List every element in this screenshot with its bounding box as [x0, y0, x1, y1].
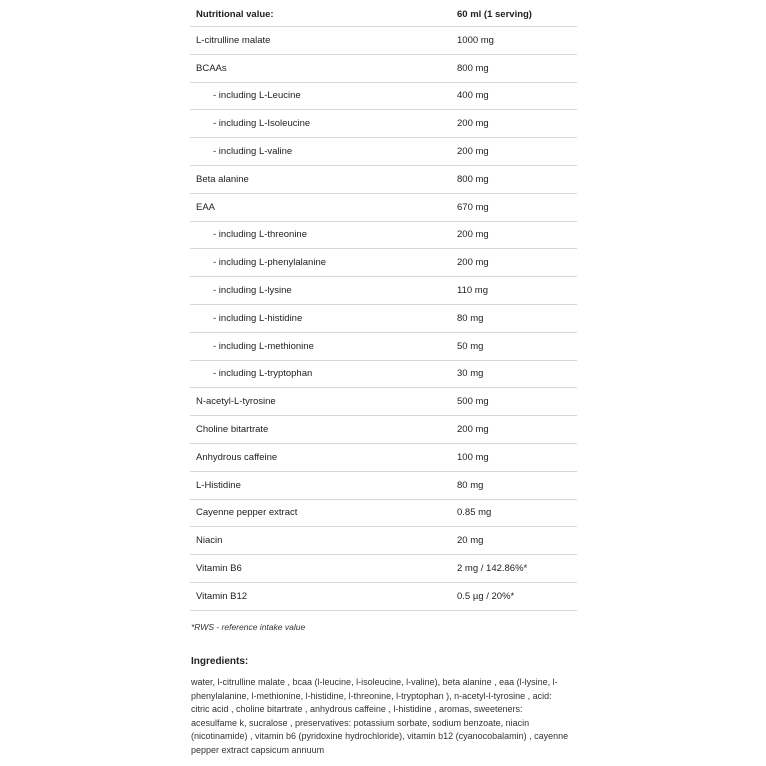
nutrient-name: - including L-tryptophan: [190, 360, 451, 388]
nutrient-name: - including L-phenylalanine: [190, 249, 451, 277]
nutrient-name: EAA: [190, 193, 451, 221]
nutrient-amount: 400 mg: [451, 82, 577, 110]
nutrient-amount: 200 mg: [451, 138, 577, 166]
nutrient-name: - including L-Leucine: [190, 82, 451, 110]
table-row: [190, 54, 577, 82]
table-row: [190, 471, 577, 499]
table-row: [190, 249, 577, 277]
table-row: [190, 555, 577, 583]
table-body: [190, 27, 577, 611]
table-row: [190, 499, 577, 527]
nutrient-amount: 1000 mg: [451, 27, 577, 55]
nutrient-name: - including L-Isoleucine: [190, 110, 451, 138]
table-row: [190, 193, 577, 221]
table-row: [190, 416, 577, 444]
nutrient-name: Vitamin B12: [190, 582, 451, 610]
table-row: [190, 27, 577, 55]
nutrient-amount: 200 mg: [451, 416, 577, 444]
nutrient-amount: 0.85 mg: [451, 499, 577, 527]
table-row: [190, 527, 577, 555]
nutrient-amount: 2 mg / 142.86%*: [451, 555, 577, 583]
nutrient-name: Cayenne pepper extract: [190, 499, 451, 527]
table-row: [190, 165, 577, 193]
nutrient-amount: 80 mg: [451, 471, 577, 499]
nutrient-name: - including L-histidine: [190, 304, 451, 332]
table-row: [190, 304, 577, 332]
table-row: [190, 82, 577, 110]
nutrient-amount: 100 mg: [451, 443, 577, 471]
nutrient-name: Anhydrous caffeine: [190, 443, 451, 471]
nutrient-name: N-acetyl-L-tyrosine: [190, 388, 451, 416]
ingredients-text: water, l-citrulline malate , bcaa (l-leucine, l-isoleucine, l-valine), beta alanine , eaa (l-lysine, l-phenylalanine, l-methionine, l-histidine, l-threonine, l-tryptophan ), n-acetyl-l-tyrosine , acid: citric acid , choline bitartrate , anhydrous caffeine , l-histidine , aromas, sweeteners: acesulfame k, sucralose , preservatives: potassium sorbate, sodium benzoate, niacin (nicotinamide) , vitamin b6 (pyridoxine hydrochloride), vitamin b12 (cyanocobalamin) , cayenne pepper extract capsicum annuum: [191, 677, 569, 755]
nutrient-name: - including L-valine: [190, 138, 451, 166]
nutrient-name: Beta alanine: [190, 165, 451, 193]
nutrient-name: Choline bitartrate: [190, 416, 451, 444]
nutrient-amount: 110 mg: [451, 277, 577, 305]
nutrient-amount: 670 mg: [451, 193, 577, 221]
nutrient-name: L-Histidine: [190, 471, 451, 499]
nutrient-amount: 200 mg: [451, 110, 577, 138]
nutrient-amount: 200 mg: [451, 221, 577, 249]
table-header-row: [190, 2, 577, 27]
table-row: [190, 277, 577, 305]
nutrient-name: Vitamin B6: [190, 555, 451, 583]
table-row: [190, 360, 577, 388]
nutrient-amount: 500 mg: [451, 388, 577, 416]
nutrient-name: - including L-methionine: [190, 332, 451, 360]
nutrient-amount: 80 mg: [451, 304, 577, 332]
footnote: *RWS - reference intake value: [191, 622, 306, 632]
header-serving: 60 ml (1 serving): [451, 2, 577, 27]
table-row: [190, 138, 577, 166]
nutrient-amount: 200 mg: [451, 249, 577, 277]
nutrient-name: L-citrulline malate: [190, 27, 451, 55]
table-row: [190, 221, 577, 249]
nutrient-name: Niacin: [190, 527, 451, 555]
header-nutritional-value: Nutritional value:: [190, 2, 451, 27]
nutrient-amount: 0.5 µg / 20%*: [451, 582, 577, 610]
nutrition-table: [190, 2, 577, 611]
table-row: [190, 332, 577, 360]
table-row: [190, 582, 577, 610]
nutrient-name: BCAAs: [190, 54, 451, 82]
nutrient-amount: 800 mg: [451, 165, 577, 193]
nutrient-amount: 50 mg: [451, 332, 577, 360]
nutrient-amount: 30 mg: [451, 360, 577, 388]
ingredients-title: Ingredients:: [191, 656, 249, 667]
table-row: [190, 443, 577, 471]
table-row: [190, 388, 577, 416]
nutrient-amount: 20 mg: [451, 527, 577, 555]
nutrient-amount: 800 mg: [451, 54, 577, 82]
table-row: [190, 110, 577, 138]
nutrient-name: - including L-lysine: [190, 277, 451, 305]
nutrient-name: - including L-threonine: [190, 221, 451, 249]
